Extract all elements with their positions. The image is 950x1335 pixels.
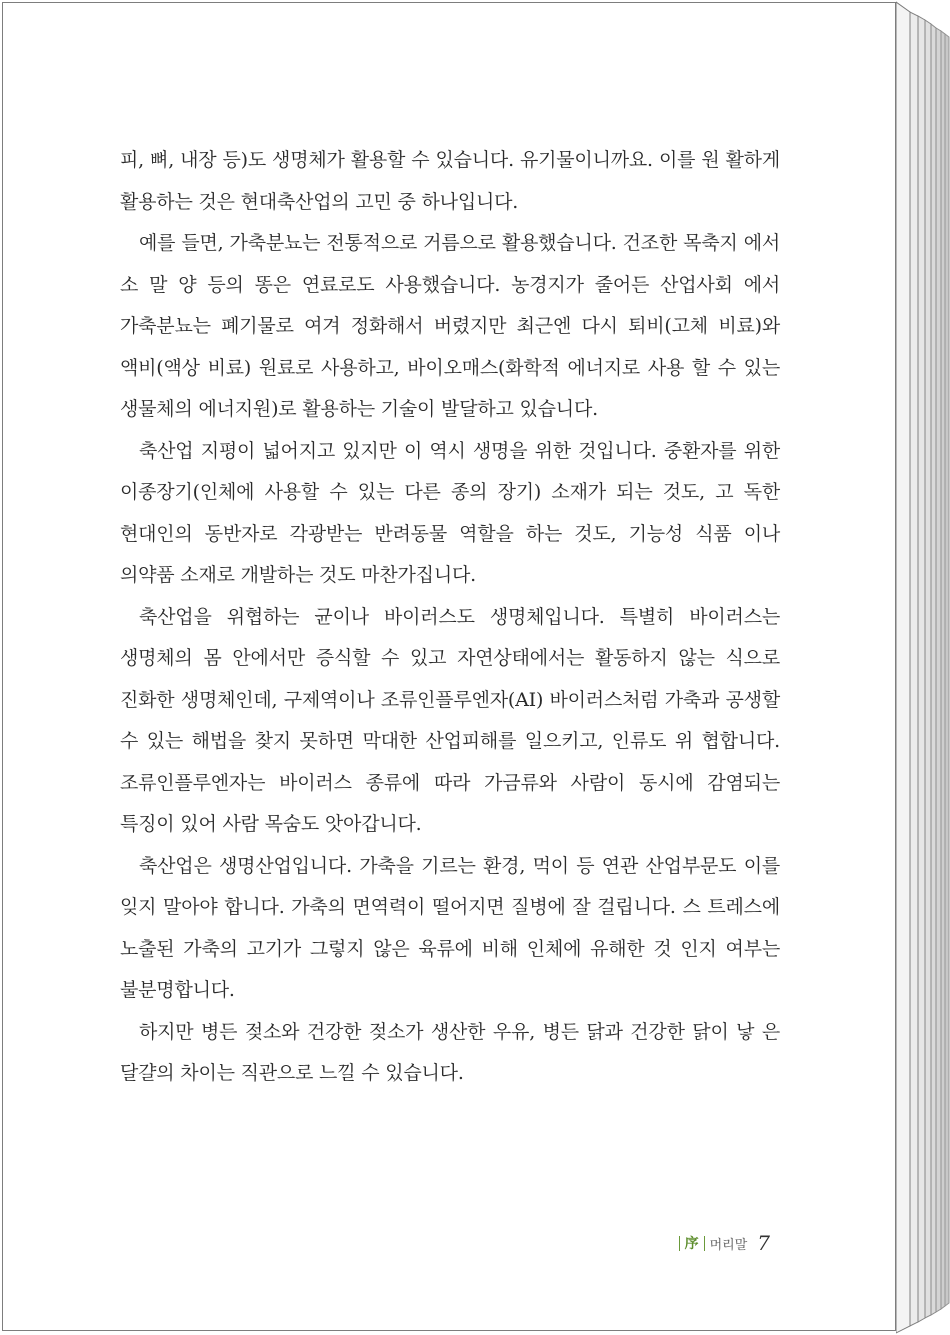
text-line: 이나 의약품 소재로 개발하는 것도 마찬가집니다. [120,522,780,586]
text-line: 트레스에 노출된 가축의 고기가 그렇지 않은 육류에 비해 인체에 유해한 것 [120,896,780,960]
paragraph [120,431,780,597]
section-title: 머리말 [709,1237,748,1253]
text-line: 활하게 활용하는 것은 현대축산업의 고민 중 하나입니다. [120,149,780,213]
paragraph [120,223,780,431]
text-line: 하지만 병든 젖소와 건강한 젖소가 생산한 우유, 병든 닭과 건강한 닭이 낳 [139,1020,755,1043]
section-mark: 序 [684,1236,699,1252]
text-line: 축산업 지평이 넓어지고 있지만 이 역시 생명을 위한 것입니다. 중환자를 [139,439,737,462]
footer-divider [704,1236,705,1251]
text-line: 생명체의 몸 안에서만 증식할 수 있고 자연상태에서는 활동하지 않는 식으로 [120,647,780,669]
text-line: 할 수 있는 생물체의 에너지원)로 활용하는 기술이 발달하고 있습니다. [120,356,780,420]
body-text [120,140,780,1095]
text-line: 공생할 수 있는 해법을 찾지 못하면 막대한 산업피해를 일으키고, 인류도 위 [120,688,780,752]
text-line: 이를 잊지 말아야 합니다. 가축의 면역력이 떨어지면 질병에 잘 걸립니다. 스 [120,854,780,918]
text-line: 에서 가축분뇨는 폐기물로 여겨 정화해서 버렸지만 최근엔 다시 퇴비(고체 [120,273,780,337]
footer-divider [679,1236,680,1251]
page-number: 7 [757,1231,770,1255]
page-edges [896,0,950,1335]
text-line: 인지 여부는 불분명합니다. [120,937,780,1001]
text-line: 에서 소 말 양 등의 똥은 연료로도 사용했습니다. 농경지가 줄어든 산업사회 [120,232,780,296]
text-line: 축산업을 위협하는 균이나 바이러스도 생명체입니다. 특별히 바이러스는 [139,605,780,628]
paragraph [120,597,780,846]
paragraph [120,1012,780,1095]
text-line: 독한 현대인의 동반자로 각광받는 반려동물 역할을 하는 것도, 기능성 식품 [120,481,780,545]
paragraph [120,140,780,223]
text-line: 위한 이종장기(인체에 사용할 수 있는 다른 종의 장기) 소재가 되는 것도, 고 [120,439,780,503]
text-line: 피, 뼈, 내장 등)도 생명체가 활용할 수 있습니다. 유기물이니까요. 이를 원 [120,149,720,171]
text-line: 비료)와 액비(액상 비료) 원료로 사용하고, 바이오매스(화학적 에너지로 사용 [120,315,781,379]
text-line: 예를 들면, 가축분뇨는 전통적으로 거름으로 활용했습니다. 건조한 목축지 [139,232,738,254]
text-line: 축산업은 생명산업입니다. 가축을 기르는 환경, 먹이 등 연관 산업부문도 [139,854,737,877]
text-line: 은 달걀의 차이는 직관으로 느낄 수 있습니다. [120,1020,780,1084]
text-line: 협합니다. 조류인플루엔자는 바이러스 종류에 따라 가금류와 사람이 동시에 [120,730,780,794]
paragraph [120,846,780,1012]
page-footer [674,1228,770,1258]
text-line: 감염되는 특징이 있어 사람 목숨도 앗아갑니다. [120,771,780,835]
text-line: 진화한 생명체인데, 구제역이나 조류인플루엔자(AI) 바이러스처럼 가축과 [120,688,720,711]
